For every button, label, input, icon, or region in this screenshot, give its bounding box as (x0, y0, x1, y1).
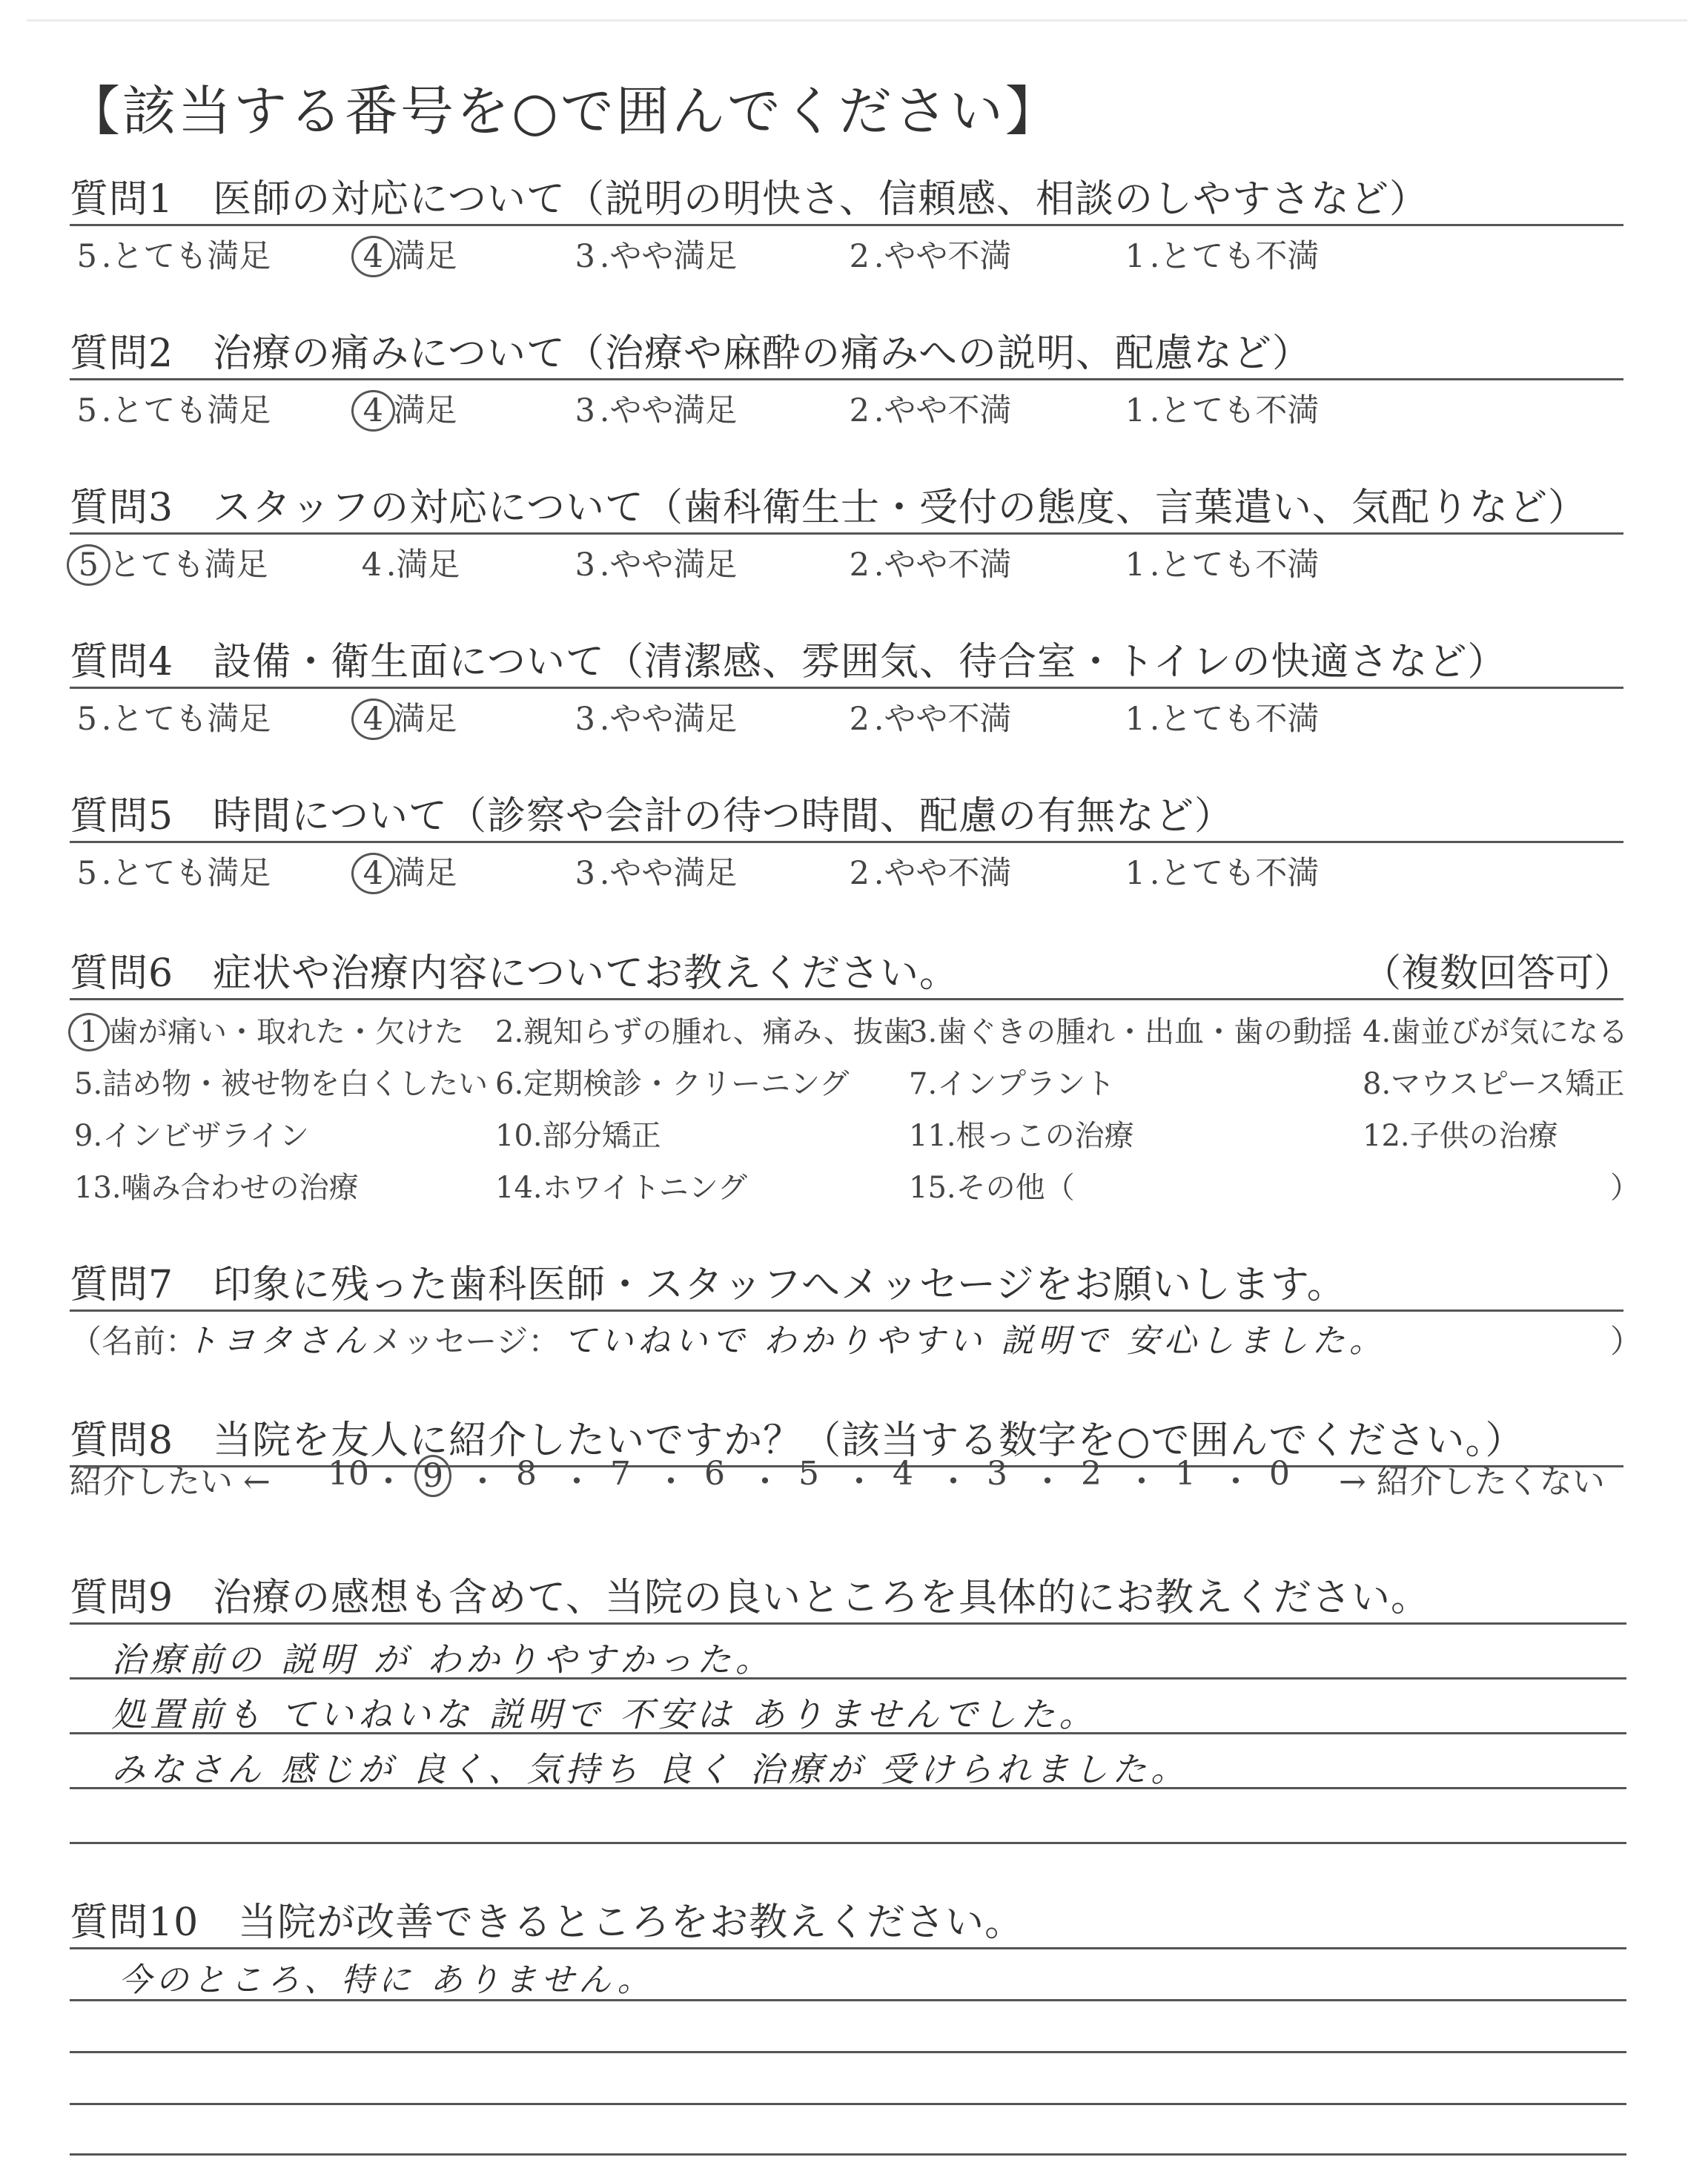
q1-option-1-label: .とても不満 (1149, 238, 1320, 275)
q2-option-5-label: .とても満足 (101, 392, 271, 429)
q8-heading: 質問8 当院を友人に紹介したいですか？（該当する数字を○で囲んでください。） (70, 1418, 1525, 1463)
q6-option-5-number: 5 (74, 1067, 93, 1101)
q6-option-10[interactable] (495, 1112, 661, 1155)
q6-option-9-label: .インビザライン (93, 1119, 309, 1153)
q6-option-8[interactable] (1363, 1060, 1624, 1103)
q3-option-5-number: 5 (67, 544, 110, 586)
q3-option-1[interactable] (1121, 540, 1319, 585)
q4-option-2[interactable] (845, 694, 1011, 739)
q6-heading: 質問6 症状や治療内容についてお教えください。 (70, 951, 959, 996)
q6-option-4-number: 4 (1363, 1015, 1382, 1049)
q6-option-15[interactable] (909, 1164, 1075, 1206)
q6-option-1-label: 歯が痛い・取れた・欠けた (108, 1015, 464, 1049)
q8-scale-9[interactable]: 9 (414, 1455, 451, 1497)
q9-line-5 (70, 1842, 1626, 1844)
q6-option-13-number: 13 (74, 1171, 112, 1205)
q4-option-4-label: 満足 (393, 701, 457, 738)
q6-option-9[interactable] (74, 1112, 309, 1155)
q10-line-4 (70, 2103, 1626, 2105)
q2-option-4-label: 満足 (393, 392, 457, 429)
q6-option-1-number: 1 (68, 1013, 110, 1051)
q7-name-label: （名前： (70, 1324, 197, 1361)
q1-option-4-label: 満足 (393, 238, 457, 275)
q3-option-4-number: 4 (361, 546, 383, 584)
q6-option-13-label: .噛み合わせの治療 (111, 1171, 359, 1205)
q4-option-3[interactable] (571, 694, 737, 739)
q5-option-4-label: 満足 (393, 855, 457, 892)
q1-option-3[interactable] (571, 231, 737, 277)
q10-line-5 (70, 2153, 1626, 2156)
q6-note: （複数回答可） (1363, 951, 1633, 996)
q1-option-4[interactable] (357, 231, 457, 277)
page-title: 【該当する番号を○で囲んでください】 (67, 80, 1061, 142)
q5-option-3-number: 3 (575, 855, 596, 892)
q6-option-2[interactable] (495, 1008, 913, 1051)
q6-option-11[interactable] (909, 1112, 1134, 1155)
q8-scale-3[interactable]: 3 (987, 1455, 1007, 1493)
q3-option-4[interactable] (357, 540, 460, 585)
q6-option-12-label: .子供の治療 (1400, 1119, 1558, 1153)
q6-option-14-number: 14 (495, 1171, 533, 1205)
q6-option-3[interactable] (909, 1008, 1352, 1051)
q5-option-4[interactable] (357, 848, 457, 894)
q6-option-14-label: .ホワイトニング (532, 1171, 748, 1205)
q5-heading: 質問5 時間について（診察や会計の待つ時間、配慮の有無など） (70, 794, 1234, 839)
q1-option-2-number: 2 (849, 238, 870, 275)
q8-right-label: → 紹介したくない (1339, 1463, 1605, 1501)
q8-left-label: 紹介したい ← (70, 1463, 271, 1501)
q4-option-3-label: .やや満足 (599, 701, 738, 738)
q6-option-6-label: .定期検診・クリーニング (514, 1067, 850, 1101)
q2-option-2-number: 2 (849, 392, 870, 429)
q10-heading: 質問10 当院が改善できるところをお教えください。 (70, 1900, 1025, 1945)
q3-option-5[interactable] (73, 540, 268, 586)
q8-separator: ・ (937, 1463, 970, 1501)
q5-option-3[interactable] (571, 848, 737, 894)
q4-option-1-label: .とても不満 (1149, 701, 1320, 738)
q2-heading: 質問2 治療の痛みについて（治療や麻酔の痛みへの説明、配慮など） (70, 331, 1312, 376)
q6-option-8-label: .マウスピース矯正 (1381, 1067, 1625, 1101)
q5-option-3-label: .やや満足 (599, 855, 738, 892)
q2-rule (70, 378, 1623, 380)
q6-option-12-number: 12 (1363, 1119, 1400, 1153)
q6-option-10-number: 10 (495, 1119, 533, 1153)
q5-option-4-number: 4 (351, 853, 395, 894)
q4-option-2-label: .やや不満 (873, 701, 1012, 738)
q4-option-2-number: 2 (849, 701, 870, 738)
q6-option-5[interactable] (74, 1060, 488, 1103)
q9-answer-1: 治療前の 説明 が わかりやすかった。 (111, 1639, 774, 1680)
q8-separator: ・ (466, 1463, 499, 1501)
q1-option-2[interactable] (845, 231, 1011, 277)
q4-option-5[interactable] (73, 694, 271, 739)
q8-scale-5[interactable]: 5 (798, 1455, 819, 1493)
q7-rule (70, 1309, 1623, 1312)
q5-rule (70, 841, 1623, 843)
q8-separator: ・ (655, 1463, 687, 1501)
q6-option-6-number: 6 (495, 1067, 514, 1101)
q6-option-12[interactable] (1363, 1112, 1558, 1155)
q8-scale-6[interactable]: 6 (704, 1455, 725, 1493)
q8-separator: ・ (1031, 1463, 1064, 1501)
q1-option-2-label: .やや不満 (873, 238, 1012, 275)
q8-separator: ・ (843, 1463, 875, 1501)
q7-name-value: トヨタさん (185, 1322, 371, 1360)
q6-option-6[interactable] (495, 1060, 849, 1103)
q4-option-4[interactable] (357, 694, 457, 740)
q8-scale-7[interactable]: 7 (610, 1455, 631, 1493)
q2-option-2[interactable] (845, 386, 1011, 431)
q5-option-5-number: 5 (76, 855, 98, 892)
q4-option-3-number: 3 (575, 701, 596, 738)
q6-option-3-label: .歯ぐきの腫れ・出血・歯の動揺 (927, 1015, 1353, 1049)
q3-option-2-label: .やや不満 (873, 546, 1012, 584)
q3-option-1-number: 1 (1125, 546, 1146, 584)
q6-other-close: ） (1610, 1171, 1640, 1205)
q5-option-2-label: .やや不満 (873, 855, 1012, 892)
q3-option-5-label: とても満足 (108, 546, 268, 584)
q4-option-5-number: 5 (76, 701, 98, 738)
top-border (27, 19, 1687, 22)
q9-line-1 (70, 1622, 1626, 1625)
q6-option-10-label: .部分矯正 (532, 1119, 661, 1153)
q4-option-1[interactable] (1121, 694, 1319, 739)
q7-heading: 質問7 印象に残った歯科医師・スタッフへメッセージをお願いします。 (70, 1263, 1346, 1307)
q8-scale-1[interactable]: 1 (1175, 1455, 1196, 1493)
q3-option-2[interactable] (845, 540, 1011, 585)
q5-option-5-label: .とても満足 (101, 855, 271, 892)
q7-close: ） (1610, 1324, 1642, 1361)
q6-option-11-label: .根っこの治療 (946, 1119, 1134, 1153)
q8-separator: ・ (1219, 1463, 1252, 1501)
q6-option-13[interactable] (74, 1164, 359, 1206)
q2-option-1[interactable] (1121, 386, 1319, 431)
q5-option-1[interactable] (1121, 848, 1319, 894)
q6-option-4[interactable] (1363, 1008, 1628, 1051)
q6-option-4-label: .歯並びが気になる (1381, 1015, 1629, 1049)
q3-option-4-label: .満足 (385, 546, 460, 584)
q8-scale-2[interactable]: 2 (1081, 1455, 1102, 1493)
q3-option-2-number: 2 (849, 546, 870, 584)
q4-option-4-number: 4 (351, 698, 395, 740)
q6-option-7-number: 7 (909, 1067, 928, 1101)
q6-rule (70, 998, 1623, 1000)
q3-heading: 質問3 スタッフの対応について（歯科衛生士・受付の態度、言葉遣い、気配りなど） (70, 486, 1588, 530)
q1-option-4-number: 4 (351, 236, 395, 277)
q2-option-3-number: 3 (575, 392, 596, 429)
q7-message-label: メッセージ： (371, 1324, 560, 1361)
q2-option-3-label: .やや満足 (599, 392, 738, 429)
q6-option-1[interactable] (74, 1008, 464, 1051)
q1-rule (70, 224, 1623, 226)
q3-option-1-label: .とても不満 (1149, 546, 1320, 584)
q4-rule (70, 687, 1623, 689)
q1-heading: 質問1 医師の対応について（説明の明快さ、信頼感、相談のしやすさなど） (70, 177, 1429, 222)
q10-line-1 (70, 1947, 1626, 1949)
q8-scale-10[interactable]: 10 (328, 1455, 369, 1493)
q4-heading: 質問4 設備・衛生面について（清潔感、雰囲気、待合室・トイレの快適さなど） (70, 640, 1507, 684)
q6-option-9-number: 9 (74, 1119, 93, 1153)
q3-option-3-number: 3 (575, 546, 596, 584)
q2-option-4-number: 4 (351, 390, 395, 432)
q1-option-5-number: 5 (76, 238, 98, 275)
q6-option-15-label: .その他（ (946, 1171, 1075, 1205)
q8-scale-8[interactable]: 8 (516, 1455, 537, 1493)
q1-option-3-number: 3 (575, 238, 596, 275)
q10-line-3 (70, 2051, 1626, 2053)
q6-option-2-number: 2 (495, 1015, 514, 1049)
q1-option-1[interactable] (1121, 231, 1319, 277)
q10-answer-1: 今のところ、特に ありません。 (119, 1961, 655, 1999)
q6-option-8-number: 8 (1363, 1067, 1382, 1101)
q1-option-5[interactable] (73, 231, 271, 277)
q8-separator: ・ (1125, 1463, 1158, 1501)
q2-option-3[interactable] (571, 386, 737, 431)
q8-separator: ・ (749, 1463, 781, 1501)
q8-scale (70, 1455, 1626, 1502)
q9-heading: 質問9 治療の感想も含めて、当院の良いところを具体的にお教えください。 (70, 1576, 1431, 1620)
q8-scale-4[interactable]: 4 (893, 1455, 913, 1493)
q6-option-3-number: 3 (909, 1015, 928, 1049)
q9-answer-3: みなさん 感じが 良く、気持ち 良く 治療が 受けられました。 (111, 1749, 1190, 1789)
q4-option-5-label: .とても満足 (101, 701, 271, 738)
q8-separator: ・ (372, 1463, 405, 1501)
q5-option-1-number: 1 (1125, 855, 1146, 892)
q3-option-3-label: .やや満足 (599, 546, 738, 584)
q5-option-2[interactable] (845, 848, 1011, 894)
q3-option-3[interactable] (571, 540, 737, 585)
q2-option-2-label: .やや不満 (873, 392, 1012, 429)
q6-option-15-number: 15 (909, 1171, 947, 1205)
q2-option-1-label: .とても不満 (1149, 392, 1320, 429)
q2-option-1-number: 1 (1125, 392, 1146, 429)
q1-option-1-number: 1 (1125, 238, 1146, 275)
q6-option-2-label: .親知らずの腫れ、痛み、抜歯 (514, 1015, 913, 1049)
q6-option-7-label: .インプラント (927, 1067, 1116, 1101)
q6-option-5-label: .詰め物・被せ物を白くしたい (93, 1067, 489, 1101)
q1-option-3-label: .やや満足 (599, 238, 738, 275)
q5-option-2-number: 2 (849, 855, 870, 892)
q2-option-4[interactable] (357, 386, 457, 432)
q2-option-5-number: 5 (76, 392, 98, 429)
q6-option-14[interactable] (495, 1164, 747, 1206)
q5-option-1-label: .とても不満 (1149, 855, 1320, 892)
q6-option-7[interactable] (909, 1060, 1115, 1103)
q4-option-1-number: 1 (1125, 701, 1146, 738)
q8-separator: ・ (560, 1463, 593, 1501)
q8-scale-0[interactable]: 0 (1269, 1455, 1290, 1493)
q3-rule (70, 532, 1623, 535)
q9-answer-2: 処置前も ていねいな 説明で 不安は ありませんでした。 (111, 1694, 1098, 1734)
q5-option-5[interactable] (73, 848, 271, 894)
q7-message-value: ていねいで わかりやすい 説明で 安心しました。 (563, 1322, 1386, 1360)
q2-option-5[interactable] (73, 386, 271, 431)
q1-option-5-label: .とても満足 (101, 238, 271, 275)
q6-option-11-number: 11 (909, 1119, 947, 1153)
